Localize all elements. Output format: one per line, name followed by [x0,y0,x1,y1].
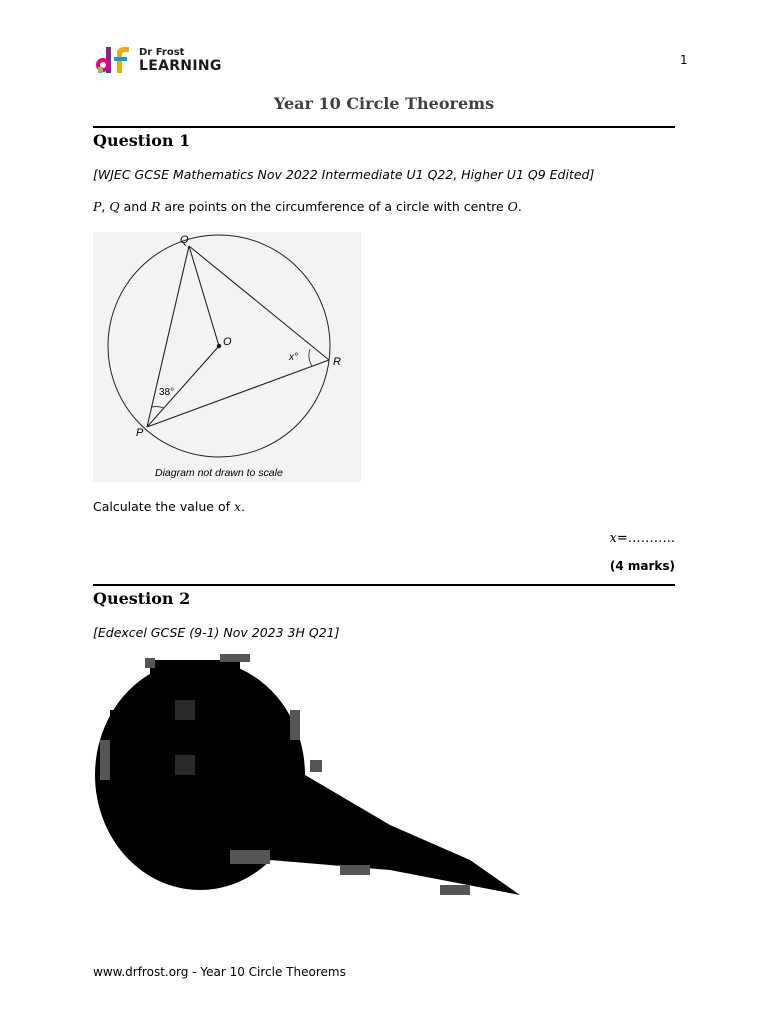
answer-dots: =……….. [616,531,675,546]
answer-line [609,531,675,546]
divider [93,584,675,586]
intro-comma: , [101,199,110,214]
line-qo [189,246,219,346]
line-po [147,346,219,427]
label-r: R [333,356,341,368]
question1-prompt [93,499,245,514]
logo-line2: LEARNING [139,58,222,74]
question2-image [90,650,530,910]
label-angle-38: 38° [159,387,175,398]
label-q: Q [180,234,189,246]
angle-arc-x [309,349,312,366]
line-qp [147,246,189,427]
question1-intro [93,199,522,214]
question2-heading: Question 2 [93,589,191,608]
var-p: P [93,199,102,214]
label-angle-x: x° [289,352,298,363]
drfrost-logo [95,45,235,77]
prompt-var-x: x [233,499,242,514]
circle-diagram [93,232,361,482]
page-number: 1 [680,53,688,67]
centre-dot [217,344,221,348]
answer-var-x: x [609,531,617,546]
var-o: O [507,199,518,214]
label-p: P [136,427,144,439]
intro-and: and [119,199,152,214]
angle-arc-38 [152,407,164,408]
question1-marks: (4 marks) [609,559,675,573]
var-q: Q [109,199,120,214]
prompt-end: . [241,499,246,514]
df-logo-icon [95,45,131,77]
var-r: R [151,199,161,214]
circle-diagram-svg [93,232,361,482]
question1-heading: Question 1 [93,131,191,150]
logo-line1: Dr Frost [139,47,185,58]
question2-source: [Edexcel GCSE (9-1) Nov 2023 3H Q21] [93,625,340,640]
document-title: Year 10 Circle Theorems [273,94,495,113]
prompt-text: Calculate the value of [93,499,234,514]
line-qr [189,246,329,360]
question1-source: [WJEC GCSE Mathematics Nov 2022 Intermediate U1 Q22, Higher U1 Q9 Edited] [93,167,595,182]
divider [93,126,675,128]
diagram-caption: Diagram not drawn to scale [155,467,283,479]
intro-rest: are points on the circumference of a circle with centre [160,199,508,214]
footer: www.drfrost.org - Year 10 Circle Theorems [93,965,346,979]
line-pr [147,360,329,427]
label-o: O [223,336,232,348]
intro-end: . [517,199,522,214]
